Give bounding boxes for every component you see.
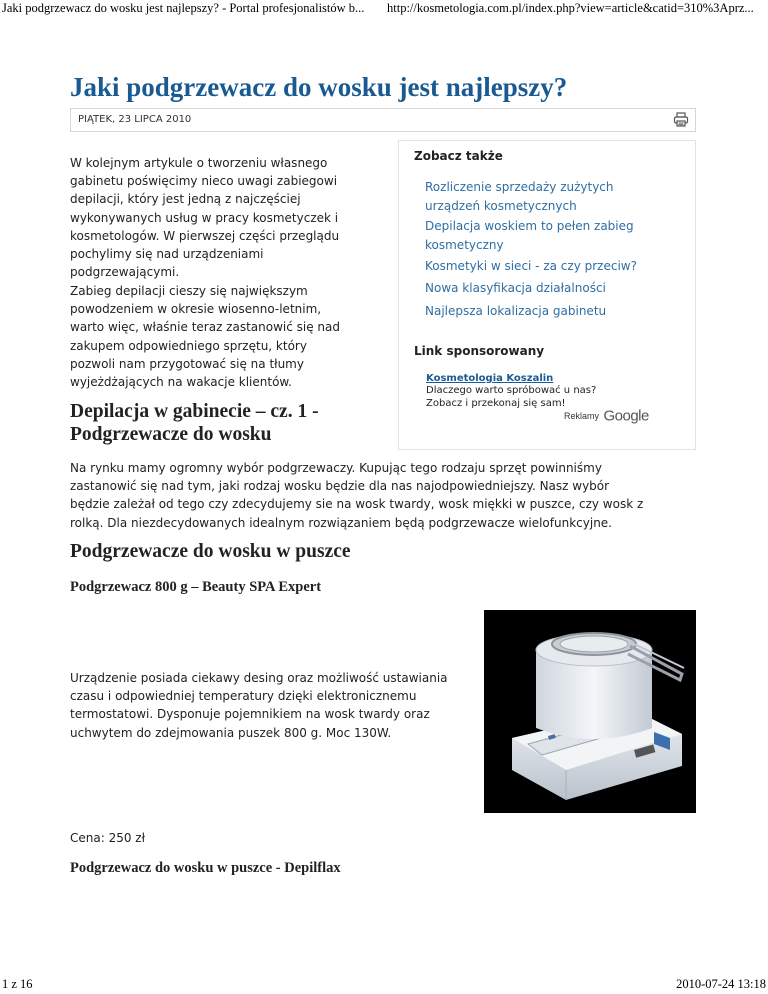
market-line: zastanowić się nad tym, jaki rodzaj wosku będzie dla nas najodpowiedniejszy. Nasz wybór bbox=[70, 479, 610, 494]
section-heading-puszka: Podgrzewacze do wosku w puszce bbox=[70, 541, 351, 562]
ad-link[interactable]: Kosmetologia Koszalin bbox=[426, 373, 554, 384]
intro-line: pochylimy się nad urządzeniami bbox=[70, 247, 264, 262]
related-link-line: Rozliczenie sprzedaży zużytych bbox=[425, 180, 614, 194]
season-line: warto więc, właśnie teraz zastanowić się nad bbox=[70, 320, 341, 335]
article-title: Jaki podgrzewacz do wosku jest najlepszy? bbox=[70, 72, 568, 102]
related-link[interactable] bbox=[425, 257, 685, 276]
print-timestamp: 2010-07-24 13:18 bbox=[676, 977, 766, 991]
market-line: rolką. Dla niezdecydowanych idealnym rozwiązaniem będą podgrzewacze wielofunkcyjne. bbox=[70, 515, 612, 530]
related-link[interactable] bbox=[425, 178, 685, 215]
product1-desc-line: termostatowi. Dysponuje pojemnikiem na wosk twardy oraz bbox=[70, 707, 430, 722]
intro-line: W kolejnym artykule o tworzeniu własnego bbox=[70, 156, 328, 170]
intro-line: podgrzewającymi. bbox=[70, 265, 180, 280]
season-line: wyjeżdżających na wakacje klientów. bbox=[70, 375, 292, 390]
related-link-line: Najlepsza lokalizacja gabinetu bbox=[425, 304, 607, 318]
intro-paragraph bbox=[70, 154, 339, 281]
season-line: zakupem odpowiedniego sprzętu, który bbox=[70, 338, 307, 353]
market-line: Na rynku mamy ogromny wybór podgrzewaczy. Kupując tego rodzaju sprzęt powinniśmy bbox=[70, 461, 602, 475]
print-header-title: Jaki podgrzewacz do wosku jest najlepszy? - Portal profesjonalistów b... bbox=[2, 1, 365, 15]
product1-desc-line: czasu i odpowiedniej temperatury dzięki elektronicznemu bbox=[70, 689, 417, 704]
wax-heater-illustration bbox=[484, 610, 696, 813]
product1-heading: Podgrzewacz 800 g – Beauty SPA Expert bbox=[70, 579, 322, 595]
intro-line: gabinetu poświęcimy nieco uwagi zabiegowi bbox=[70, 174, 338, 189]
date-bar bbox=[70, 108, 696, 132]
section-heading-line: Podgrzewacze do wosku bbox=[70, 424, 272, 445]
season-line: powodzeniem w okresie wiosenno-letnim, bbox=[70, 302, 322, 317]
product-photo bbox=[484, 610, 696, 813]
section-heading-depilacja bbox=[70, 400, 319, 446]
intro-line: depilacji, który jest jedną z najczęściej bbox=[70, 192, 301, 207]
related-link-line: Nowa klasyfikacja działalności bbox=[425, 281, 606, 295]
related-link-line: kosmetyczny bbox=[425, 237, 504, 252]
market-line: będzie zależał od tego czy zdecydujemy sie na wosk twardy, wosk miękki w puszce, czy wosk z bbox=[70, 497, 644, 512]
ad-text-line: Dlaczego warto spróbować u nas? bbox=[426, 385, 597, 396]
related-sidebar bbox=[398, 140, 696, 450]
sponsored-title: Link sponsorowany bbox=[414, 344, 545, 358]
intro-line: wykonywanych usług w pracy kosmetyczek i bbox=[70, 210, 339, 225]
article-date: PIĄTEK, 23 LIPCA 2010 bbox=[78, 114, 192, 125]
season-line: Zabieg depilacji cieszy się największym bbox=[70, 284, 308, 298]
related-link[interactable] bbox=[425, 279, 685, 298]
printer-icon[interactable] bbox=[673, 112, 689, 127]
google-logo: Google bbox=[603, 407, 649, 425]
google-ads-badge[interactable] bbox=[564, 407, 649, 425]
related-link[interactable] bbox=[425, 302, 685, 321]
section-heading-line: Depilacja w gabinecie – cz. 1 - bbox=[70, 401, 319, 422]
ads-label: Reklamy bbox=[564, 410, 600, 421]
print-header-url: http://kosmetologia.com.pl/index.php?view=article&catid=310%3Aprz... bbox=[387, 1, 754, 15]
market-paragraph bbox=[70, 459, 643, 532]
product2-heading: Podgrzewacz do wosku w puszce - Depilflax bbox=[70, 860, 341, 876]
product1-desc-line: Urządzenie posiada ciekawy desing oraz możliwość ustawiania bbox=[70, 671, 448, 685]
product1-desc-line: uchwytem do zdejmowania puszek 800 g. Moc 130W. bbox=[70, 725, 392, 740]
product1-price: Cena: 250 zł bbox=[70, 831, 146, 845]
page-counter: 1 z 16 bbox=[2, 977, 33, 991]
related-link-line: urządzeń kosmetycznych bbox=[425, 198, 577, 213]
product1-description bbox=[70, 669, 448, 742]
ad-text-line: Zobacz i przekonaj się sam! bbox=[426, 397, 566, 409]
season-line: pozwoli nam przygotować się na tłumy bbox=[70, 356, 304, 371]
see-also-title: Zobacz także bbox=[414, 149, 503, 163]
related-link-line: Kosmetyki w sieci - za czy przeciw? bbox=[425, 259, 637, 273]
print-header bbox=[0, 0, 768, 18]
intro-line: kosmetologów. W pierwszej części przeglądu bbox=[70, 228, 340, 243]
related-link-line: Depilacja woskiem to pełen zabieg bbox=[425, 219, 634, 233]
season-paragraph bbox=[70, 282, 340, 391]
related-link[interactable] bbox=[425, 217, 685, 254]
